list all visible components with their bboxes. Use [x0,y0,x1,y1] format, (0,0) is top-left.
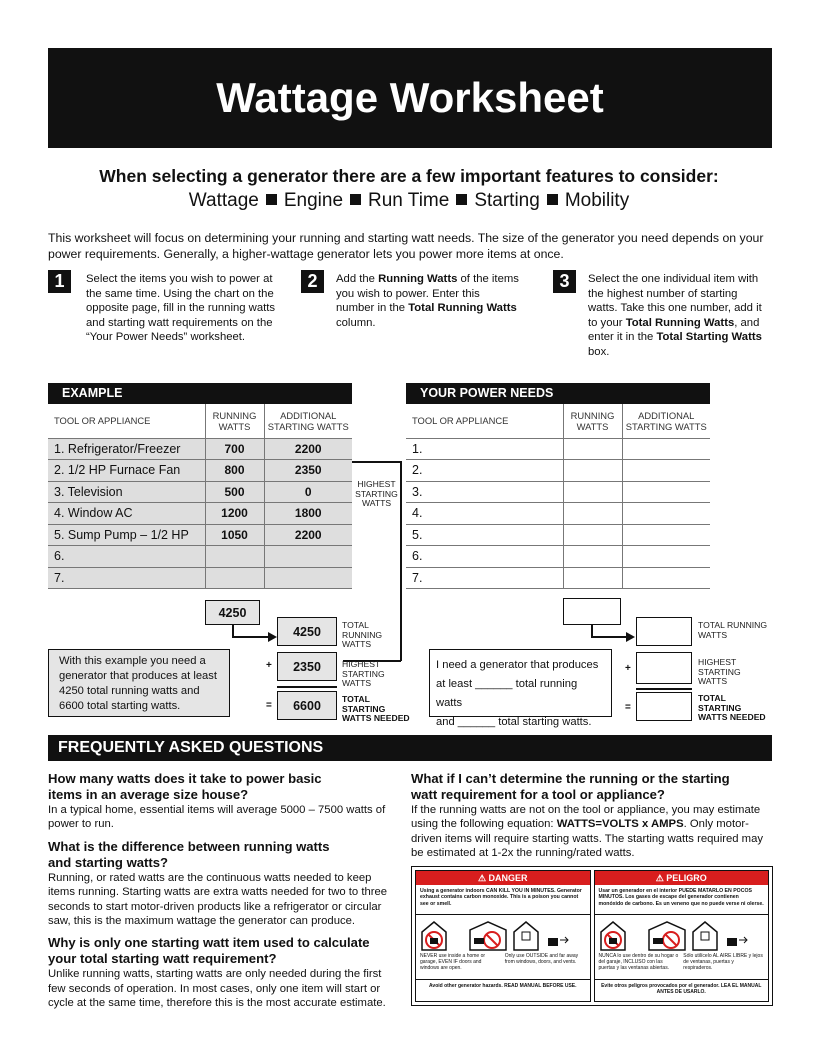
starting-watts-cell: 0 [264,481,352,503]
highest-starting-label: HIGHEST STARTING WATTS [355,479,398,509]
your-total-starting-box[interactable] [636,692,692,721]
square-bullet-icon [456,194,467,205]
example-note: With this example you need a generator that produces at least 4250 total running watts and 6600 total starting watts. [48,649,230,717]
starting-watts-cell: 2350 [264,460,352,482]
starting-watts-cell[interactable] [622,524,710,546]
table-row [48,546,352,568]
sum-line [636,688,692,690]
appliance-cell[interactable]: 6. [406,546,563,568]
running-watts-cell: 1200 [205,503,264,525]
faq-answer: Unlike running watts, starting watts are only needed during the first few seconds of operation. In most cases, only one item will start or cycle at the same time, therefore this is the most accurate estimate. [48,968,386,1010]
example-table-section [48,383,352,589]
starting-watts-cell: 2200 [264,524,352,546]
running-watts-cell: 1050 [205,524,264,546]
appliance-cell[interactable]: 2. [406,460,563,482]
danger-panel: ⚠ DANGER Using a generator indoors CAN KILL YOU IN MINUTES. Generator exhaust contains carbon monoxide. This is a poison you cannot see or smell. NEVER use inside a home or garage, EVEN IF doors and windows are open. Only use OUTSIDE and far away from windows, doors, and vents. Avoid other generator hazards. READ MANUAL BEFORE USE. [415,870,591,1002]
running-watts-cell: 500 [205,481,264,503]
generator-warning-label [411,866,773,1006]
appliance-cell: 4. Window AC [48,503,205,525]
faq-answer: Running, or rated watts are the continuous watts needed to keep items running. Starting watts are extra watts needed for two to three seconds to start motor-driven products like a refrigerator or circular saw, this is the maximum wattage the generator can produce. [48,871,388,928]
appliance-cell[interactable]: 7. [406,567,563,589]
total-running-label: TOTAL RUNNING WATTS [342,620,383,650]
example-heading: EXAMPLE [48,383,352,404]
connector-line [352,461,401,463]
column-header: RUNNING WATTS [205,404,264,438]
faq-left-column [48,771,393,1011]
highest-starting-watts-label: HIGHEST STARTING WATTS [342,659,385,689]
appliance-cell: 1. Refrigerator/Freezer [48,438,205,460]
running-watts-cell: 800 [205,460,264,482]
table-row [48,460,352,482]
no-garage-use-icon [468,920,508,952]
your-needs-table [406,404,710,589]
outdoor-use-icon [512,920,572,952]
no-indoor-use-icon [420,920,464,952]
column-header: RUNNING WATTS [563,404,622,438]
table-row [48,503,352,525]
your-sum-running-box[interactable] [563,598,621,625]
example-highest-starting-box: 2350 [277,652,337,681]
intro-paragraph: This worksheet will focus on determining your running and starting watt needs. The size of the generator you need depends on your power requirements. Generally, a higher-wattage generator lets you power more items at once. [48,231,764,261]
appliance-cell: 2. 1/2 HP Furnace Fan [48,460,205,482]
table-row [406,503,710,525]
appliance-cell[interactable]: 4. [406,503,563,525]
faq-question: Why is only one starting watt item used to calculate your total starting watt requirement? [48,935,370,967]
starting-watts-cell[interactable] [622,460,710,482]
starting-watts-cell: 2200 [264,438,352,460]
starting-watts-cell [264,546,352,568]
arrow-head-icon [268,632,277,642]
starting-watts-cell[interactable] [622,546,710,568]
column-header: ADDITIONAL STARTING WATTS [622,404,710,438]
your-needs-heading: YOUR POWER NEEDS [406,383,710,404]
appliance-cell[interactable]: 5. [406,524,563,546]
plus-sign: + [625,663,631,674]
step-3-text: Select the one individual item with the highest number of starting watts. Take this one number, add it to your Total Running Watts, and enter it in the Total Starting Watts box. [588,273,762,358]
starting-watts-cell[interactable] [622,567,710,589]
peligro-pictograms [595,915,769,953]
your-total-running-box[interactable] [636,617,692,646]
faq-answer: In a typical home, essential items will average 5000 – 7500 watts of power to run. [48,804,386,831]
danger-pictograms [416,915,590,953]
starting-watts-cell [264,567,352,589]
faq-right-column [411,771,773,861]
appliance-cell: 3. Television [48,481,205,503]
running-watts-cell[interactable] [563,460,622,482]
equals-sign: = [625,702,631,713]
example-sum-running-box: 4250 [205,600,260,625]
starting-watts-cell[interactable] [622,438,710,460]
example-table [48,404,352,589]
your-highest-starting-box[interactable] [636,652,692,684]
feature-item: Wattage [188,190,259,211]
no-indoor-use-icon [599,920,643,952]
running-watts-cell[interactable] [563,567,622,589]
running-watts-cell[interactable] [563,438,622,460]
column-header: TOOL OR APPLIANCE [48,404,205,438]
feature-list [0,190,818,212]
highest-starting-watts-label: HIGHEST STARTING WATTS [698,657,741,687]
your-note: I need a generator that produces at least ______ total running watts and ______ total starting watts. [429,649,612,717]
table-row [48,481,352,503]
your-needs-table-section [406,383,710,589]
appliance-cell: 7. [48,567,205,589]
step-number: 1 [48,270,71,293]
running-watts-cell [205,567,264,589]
arrow-line [591,636,628,638]
running-watts-cell[interactable] [563,481,622,503]
example-total-starting-box: 6600 [277,691,337,720]
square-bullet-icon [266,194,277,205]
step-2-text: Add the Running Watts of the items you wish to power. Enter this number in the Total Running Watts column. [336,273,519,329]
appliance-cell[interactable]: 1. [406,438,563,460]
equals-sign: = [266,700,272,711]
table-row [406,438,710,460]
faq-answer: If the running watts are not on the tool or appliance, you may estimate using the following equation: WATTS=VOLTS x AMPS. Only motor-driven items will require starting watts. The starting watts required may be estimated at 1-2x the running/rated watts. [411,804,764,860]
table-row [48,567,352,589]
peligro-panel: ⚠ PELIGRO Usar un generador en el interior PUEDE MATARLO EN POCOS MINUTOS. Los gases de escape del generador contienen monóxido de carbono. Es un veneno que no puede verse ni olerse. NUNCA lo use dentro de su hogar o del garaje, INCLUSO con las puertas y las ventanas abiertas. Sólo utilícelo AL AIRE LIBRE y lejos de ventanas, puertas y respiraderos. Evite otros peligros provocados por el generador. LEA EL MANUAL ANTES DE USARLO. [594,870,770,1002]
sum-line [277,686,337,688]
running-watts-cell[interactable] [563,503,622,525]
starting-watts-cell[interactable] [622,481,710,503]
square-bullet-icon [547,194,558,205]
total-starting-label: TOTAL STARTING WATTS NEEDED [698,693,766,723]
step-number: 2 [301,270,324,293]
no-garage-use-icon [647,920,687,952]
table-row [406,546,710,568]
danger-header: ⚠ DANGER [416,871,590,885]
starting-watts-cell[interactable] [622,503,710,525]
table-row [406,567,710,589]
starting-watts-cell: 1800 [264,503,352,525]
table-row [48,438,352,460]
faq-question: What if I can’t determine the running or the starting watt requirement for a tool or appliance? [411,771,730,802]
step-number: 3 [553,270,576,293]
arrow-line [232,636,270,638]
table-row [48,524,352,546]
table-row [406,460,710,482]
step-1-text: Select the items you wish to power at the same time. Using the chart on the opposite page, fill in the running watts and starting watt requirements on the “Your Power Needs” worksheet. [86,273,276,344]
running-watts-cell[interactable] [563,524,622,546]
page-title: Wattage Worksheet [48,48,772,148]
table-row [406,481,710,503]
feature-item: Engine [283,190,344,211]
total-running-label: TOTAL RUNNING WATTS [698,620,768,640]
arrow-head-icon [626,632,635,642]
running-watts-cell [205,546,264,568]
outdoor-use-icon [691,920,751,952]
example-total-running-box: 4250 [277,617,337,646]
plus-sign: + [266,660,272,671]
connector-line [400,461,402,661]
column-header: ADDITIONAL STARTING WATTS [264,404,352,438]
feature-item: Mobility [564,190,630,211]
running-watts-cell: 700 [205,438,264,460]
table-row [406,524,710,546]
subtitle: When selecting a generator there are a few important features to consider: [99,166,719,186]
peligro-header: ⚠ PELIGRO [595,871,769,885]
faq-heading: FREQUENTLY ASKED QUESTIONS [48,735,772,761]
running-watts-cell[interactable] [563,546,622,568]
faq-question: What is the difference between running watts and starting watts? [48,838,330,870]
appliance-cell[interactable]: 3. [406,481,563,503]
appliance-cell: 6. [48,546,205,568]
faq-question: How many watts does it take to power basic items in an average size house? [48,771,322,802]
appliance-cell: 5. Sump Pump – 1/2 HP [48,524,205,546]
feature-item: Starting [474,190,540,211]
total-starting-label: TOTAL STARTING WATTS NEEDED [342,694,410,724]
square-bullet-icon [350,194,361,205]
column-header: TOOL OR APPLIANCE [406,404,563,438]
feature-item: Run Time [368,190,450,211]
